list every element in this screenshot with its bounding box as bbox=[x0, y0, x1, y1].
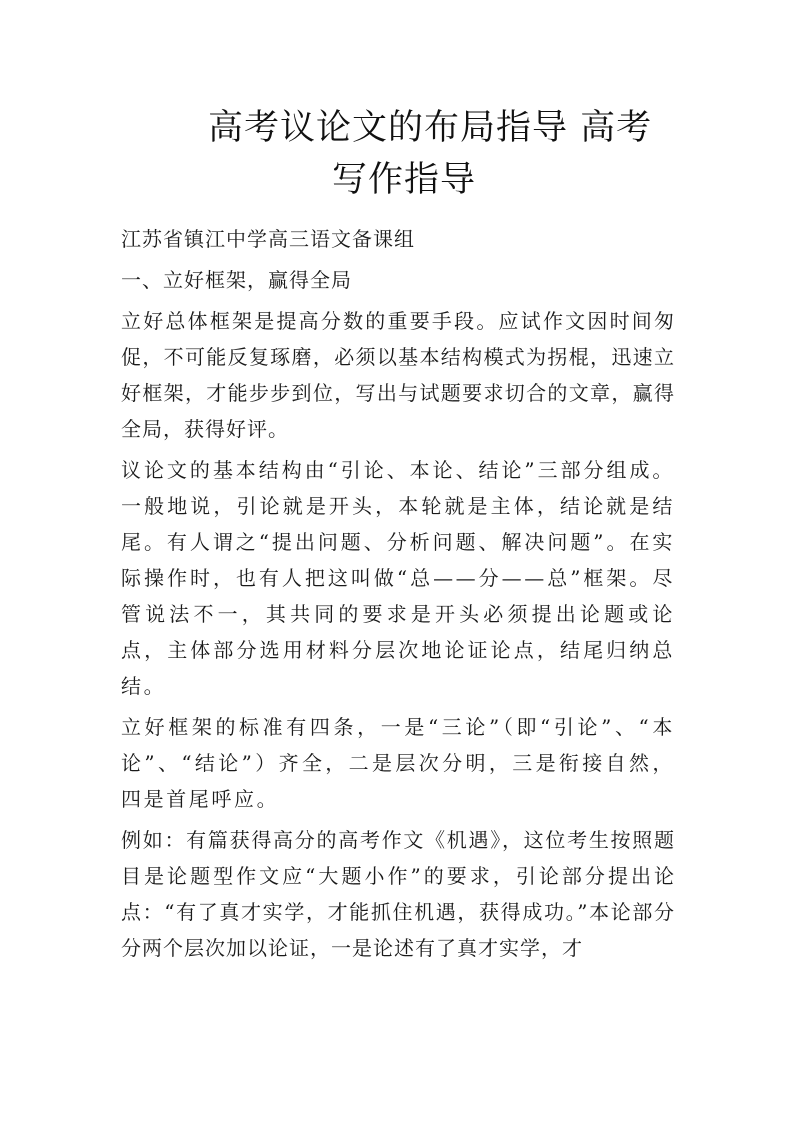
title-line-2: 写作指导 bbox=[332, 160, 477, 200]
paragraph-4: 例如：有篇获得高分的高考作文《机遇》，这位考生按照题目是论题型作文应“大题小作”的要求，引论部分提出论点：“有了真才实学，才能抓住机遇，获得成功。”本论部分分两个层次加以论证，一是论述有了真才实学，才 bbox=[121, 828, 675, 960]
author-line: 江苏省镇江中学高三语文备课组 bbox=[121, 227, 415, 251]
paragraph-2: 议论文的基本结构由“引论、本论、结论”三部分组成。一般地说，引论就是开头，本轮就是主体，结论就是结尾。有人谓之“提出问题、分析问题、解决问题”。在实际操作时，也有人把这叫做“总——分——总”框架。尽管说法不一，其共同的要求是开头必须提出论题或论点，主体部分选用材料分层次地论证论点，结尾归纳总结。 bbox=[121, 458, 675, 698]
paragraph-1: 立好总体框架是提高分数的重要手段。应试作文因时间匆促，不可能反复琢磨，必须以基本结构模式为拐棍，迅速立好框架，才能步步到位，写出与试题要求切合的文章，赢得全局，获得好评。 bbox=[121, 309, 675, 441]
document-title bbox=[118, 102, 678, 206]
paragraph-3: 立好框架的标准有四条，一是“三论”（即“引论”、“本论”、“结论”）齐全，二是层次分明，三是衔接自然，四是首尾呼应。 bbox=[121, 715, 675, 811]
section-heading: 一、立好框架，赢得全局 bbox=[121, 268, 352, 292]
document-body bbox=[121, 221, 675, 971]
title-line-1: 高考议论文的布局指导 高考 bbox=[208, 108, 653, 148]
